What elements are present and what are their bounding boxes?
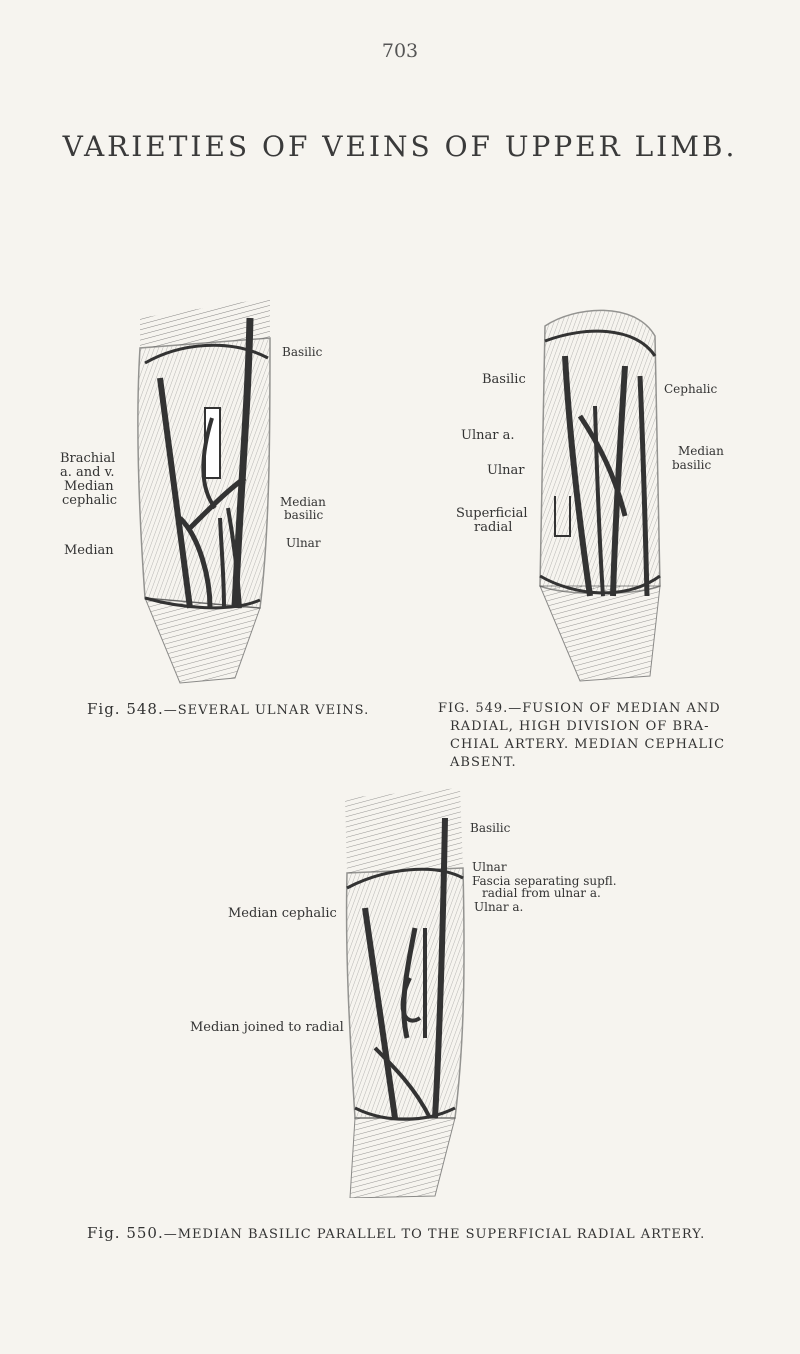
fig549-label-cephalic: Cephalic — [664, 382, 718, 396]
fig550-label-basilic: Basilic — [470, 821, 511, 835]
fig548-label-median-cephalic-2: cephalic — [62, 493, 118, 508]
fig550-label-ulnar: Ulnar — [472, 860, 507, 874]
fig549-label-ulnar-a: Ulnar a. — [461, 428, 515, 443]
fig550-caption-text: —MEDIAN BASILIC PARALLEL TO THE SUPERFICIAL RADIAL ARTERY. — [163, 1227, 706, 1242]
fig548-label-median-basilic-1: Median — [280, 495, 326, 509]
fig549-label-median-basilic-1: Median — [678, 444, 724, 458]
fig-548-drawing — [120, 278, 290, 690]
fig-550-illustration — [335, 778, 475, 1198]
fig548-label-median-cephalic-1: Median — [64, 479, 114, 494]
fig549-label-basilic: Basilic — [482, 372, 526, 387]
fig-548-illustration — [120, 278, 290, 690]
fig548-caption — [87, 700, 369, 720]
fig-549-illustration — [525, 296, 675, 686]
fig549-caption-line-3: CHIAL ARTERY. MEDIAN CEPHALIC — [450, 737, 726, 752]
fig549-caption-line-1: FIG. 549.—FUSION OF MEDIAN AND — [438, 701, 721, 716]
fig549-label-superficial-radial-1: Superficial — [456, 506, 528, 521]
plate-title: VARIETIES OF VEINS OF UPPER LIMB. — [62, 130, 738, 163]
fig549-label-median-basilic-2: basilic — [672, 458, 712, 472]
fig548-label-a-and-v: a. and v. — [60, 465, 115, 480]
fig548-label-brachial: Brachial — [60, 451, 116, 466]
fig-549-drawing — [525, 296, 675, 686]
fig548-caption-text: —SEVERAL ULNAR VEINS. — [163, 703, 370, 718]
page-number: 703 — [381, 40, 419, 62]
fig549-caption — [438, 700, 778, 772]
fig550-label-median-joined: Median joined to radial — [190, 1020, 344, 1035]
fig549-label-ulnar: Ulnar — [487, 463, 525, 478]
fig550-label-fascia-2: radial from ulnar a. — [482, 886, 601, 900]
fig550-caption — [87, 1224, 705, 1244]
fig548-caption-number: Fig. 548. — [87, 700, 164, 718]
fig548-label-ulnar: Ulnar — [286, 536, 321, 550]
fig548-label-median-basilic-2: basilic — [284, 508, 324, 522]
fig550-label-ulnar-a: Ulnar a. — [474, 900, 524, 914]
fig550-label-median-cephalic: Median cephalic — [228, 906, 337, 921]
fig548-label-median: Median — [64, 543, 114, 558]
fig548-label-basilic: Basilic — [282, 345, 323, 359]
fig549-caption-line-4: ABSENT. — [450, 755, 517, 770]
fig549-label-superficial-radial-2: radial — [474, 520, 513, 535]
fig549-caption-line-2: RADIAL, HIGH DIVISION OF BRA- — [450, 719, 710, 734]
fig-550-drawing — [335, 778, 475, 1198]
fig550-caption-number: Fig. 550. — [87, 1224, 164, 1242]
fig550-label-fascia-1: Fascia separating supfl. — [472, 874, 617, 888]
